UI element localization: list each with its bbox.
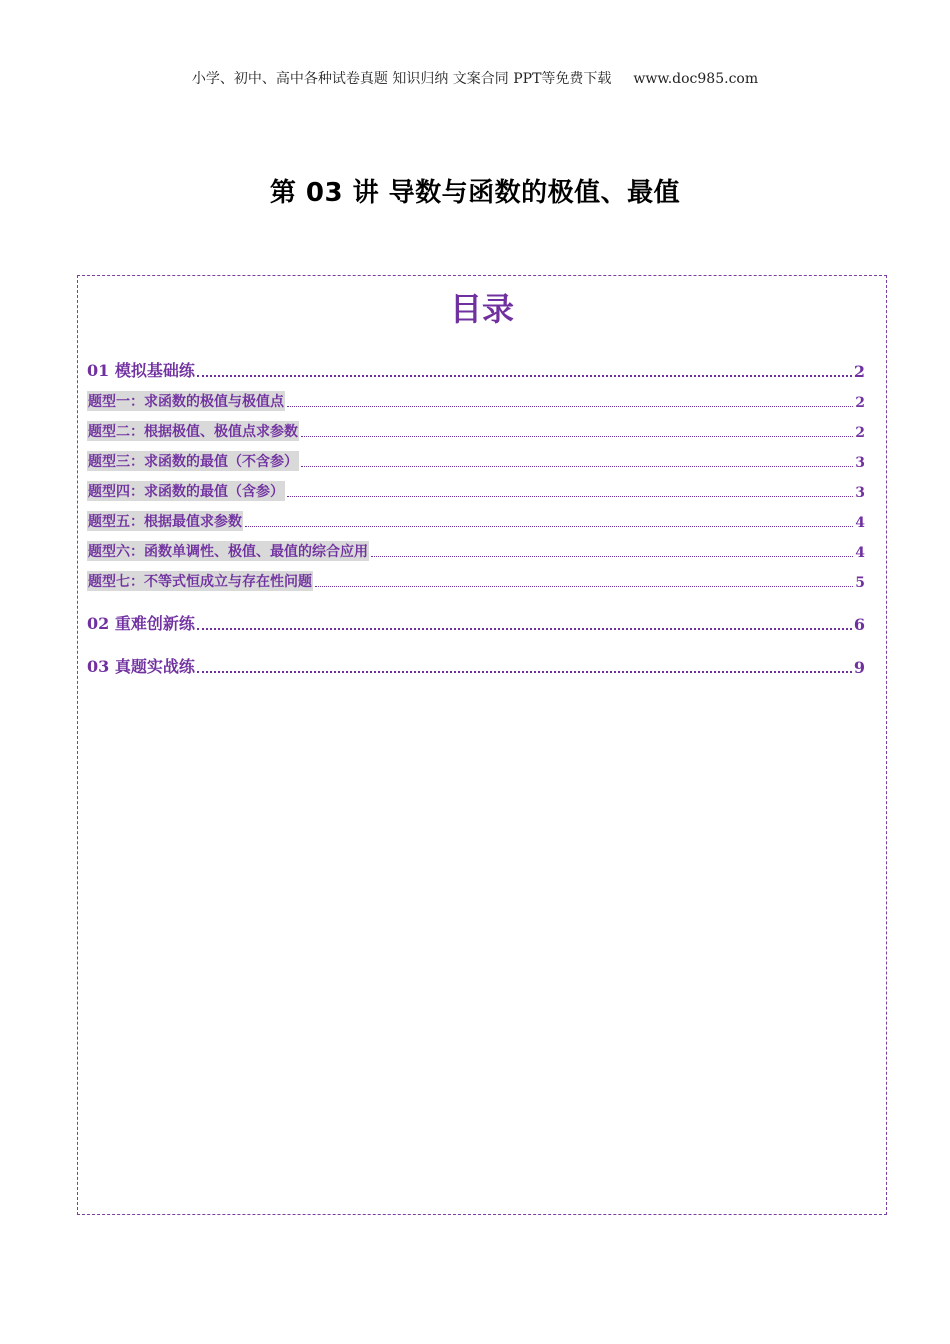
- toc-entry-label: 题型一：求函数的极值与极值点: [87, 391, 285, 411]
- toc-entry-real-exam-practice[interactable]: [87, 654, 865, 677]
- toc-leader: [245, 526, 853, 527]
- toc-entry-page: 4: [855, 515, 865, 531]
- toc-entry-page: 9: [853, 658, 865, 677]
- toc-entry-page: 2: [853, 362, 865, 381]
- toc-leader: [315, 586, 853, 587]
- toc-entry-type-1[interactable]: [87, 391, 865, 411]
- toc-entry-label: 题型三：求函数的最值（不含参）: [87, 451, 299, 471]
- toc-entry-type-3[interactable]: [87, 451, 865, 471]
- toc-heading: 目录: [449, 290, 514, 328]
- toc-leader: [301, 466, 853, 467]
- toc-entry-page: 4: [855, 545, 865, 561]
- toc-entry-page: 2: [855, 395, 865, 411]
- toc-entry-type-6[interactable]: [87, 541, 865, 561]
- toc-entry-label: 02 重难创新练: [87, 614, 195, 633]
- toc-entry-basic-practice[interactable]: [87, 358, 865, 381]
- toc-leader: [287, 406, 853, 407]
- toc-entry-advanced-practice[interactable]: [87, 611, 865, 634]
- toc-entry-page: 6: [853, 615, 865, 634]
- toc-entry-type-5[interactable]: [87, 511, 865, 531]
- toc-leader: [301, 436, 853, 437]
- toc-entry-label: 题型六：函数单调性、极值、最值的综合应用: [87, 541, 369, 561]
- header-url[interactable]: www.doc985.com: [633, 71, 759, 87]
- toc-entry-type-2[interactable]: [87, 421, 865, 441]
- toc-leader: [287, 496, 853, 497]
- toc-entry-label: 题型二：根据极值、极值点求参数: [87, 421, 299, 441]
- toc-leader: [371, 556, 853, 557]
- toc-leader: [197, 375, 852, 377]
- toc-entry-label: 题型四：求函数的最值（含参）: [87, 481, 285, 501]
- table-of-contents: [77, 275, 887, 1215]
- toc-entry-label: 03 真题实战练: [87, 657, 195, 676]
- toc-entry-page: 5: [855, 575, 865, 591]
- toc-entry-label: 01 模拟基础练: [87, 361, 195, 380]
- toc-entry-type-7[interactable]: [87, 571, 865, 591]
- toc-leader: [197, 628, 852, 630]
- toc-leader: [197, 671, 852, 673]
- page-header: [0, 68, 950, 88]
- page-title: 第 03 讲 导数与函数的极值、最值: [269, 178, 681, 208]
- toc-entry-label: 题型五：根据最值求参数: [87, 511, 243, 531]
- toc-entry-page: 3: [855, 485, 865, 501]
- toc-entry-label: 题型七：不等式恒成立与存在性问题: [87, 571, 313, 591]
- toc-entry-page: 3: [855, 455, 865, 471]
- header-text: 小学、初中、高中各种试卷真题 知识归纳 文案合同 PPT等免费下载: [191, 71, 612, 87]
- toc-entry-type-4[interactable]: [87, 481, 865, 501]
- toc-entry-page: 2: [855, 425, 865, 441]
